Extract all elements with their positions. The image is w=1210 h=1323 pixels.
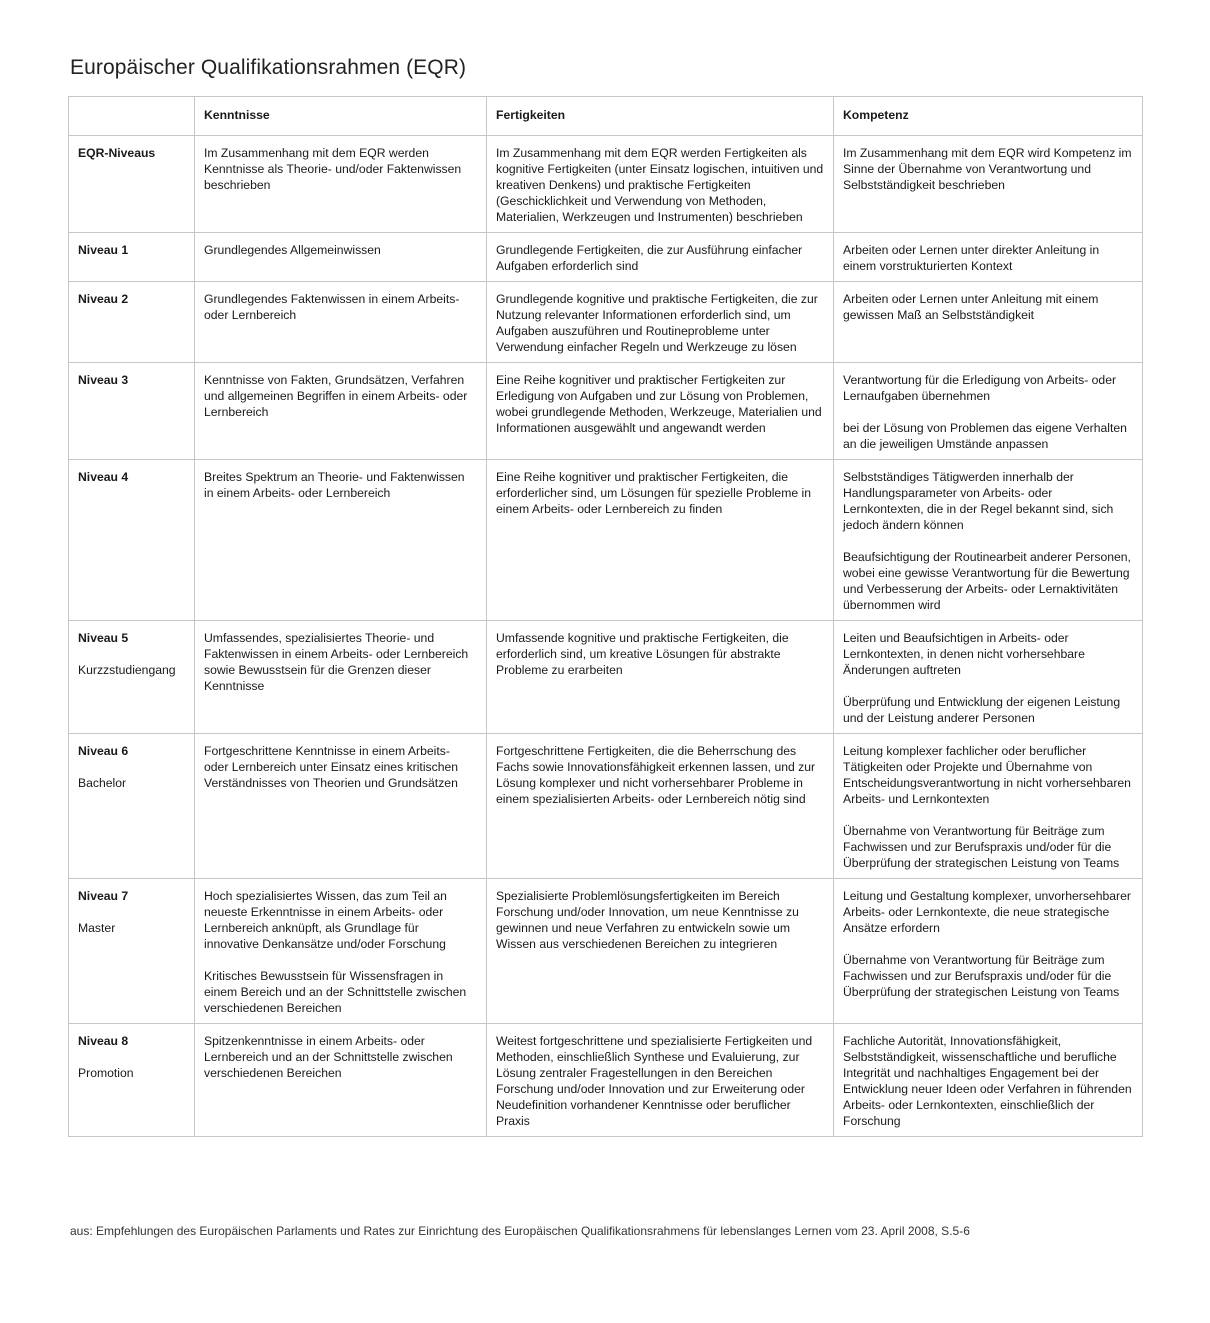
kompetenz-cell bbox=[834, 1024, 1143, 1137]
fertigkeiten-cell bbox=[487, 363, 834, 460]
fertigkeiten-cell bbox=[487, 1024, 834, 1137]
kompetenz-text: Fachliche Autorität, Innovationsfähigkeit, Selbstständigkeit, wissenschaftliche und berufliche Integrität und nachhaltiges Engagement bei der Entwicklung neuer Ideen oder Verfahren in führenden Arbeits- oder Lernkontexten, einschließlich der Forschung bbox=[843, 1034, 1132, 1128]
kenntnisse-cell bbox=[195, 363, 487, 460]
kenntnisse-cell bbox=[195, 282, 487, 363]
level-cell bbox=[69, 233, 195, 282]
level-cell bbox=[69, 460, 195, 621]
source-note: aus: Empfehlungen des Europäischen Parlaments und Rates zur Einrichtung des Europäischen Qualifikationsrahmens für lebenslanges Lernen vom 23. April 2008, S.5-6 bbox=[70, 1224, 970, 1238]
kenntnisse-cell bbox=[195, 233, 487, 282]
fertigkeiten-text: Eine Reihe kognitiver und praktischer Fertigkeiten, die erforderlicher sind, um Lösungen für spezielle Probleme in einem Arbeits- oder Lernbereich zu finden bbox=[496, 470, 812, 516]
level-label: Niveau 6 bbox=[78, 744, 129, 758]
kompetenz-cell bbox=[834, 136, 1143, 233]
table-row bbox=[69, 879, 1143, 1024]
degree-label: Kurzzstudiengang bbox=[78, 663, 176, 677]
fertigkeiten-cell bbox=[487, 734, 834, 879]
page-title: Europäischer Qualifikationsrahmen (EQR) bbox=[70, 56, 467, 79]
table-body bbox=[69, 136, 1143, 1137]
fertigkeiten-text: Grundlegende Fertigkeiten, die zur Ausführung einfacher Aufgaben erforderlich sind bbox=[496, 243, 803, 273]
kompetenz-text: Selbstständiges Tätigwerden innerhalb der Handlungsparameter von Arbeits- oder Lernkontexten, die in der Regel bekannt sind, sich jedoch ändern können bbox=[843, 470, 1114, 532]
kompetenz-text: Leitung und Gestaltung komplexer, unvorhersehbarer Arbeits- oder Lernkontexte, die neue strategische Ansätze erfordern bbox=[843, 889, 1131, 935]
level-cell bbox=[69, 621, 195, 734]
level-cell bbox=[69, 734, 195, 879]
table-row bbox=[69, 734, 1143, 879]
kenntnisse-text: Umfassendes, spezialisiertes Theorie- und Faktenwissen in einem Arbeits- oder Lernbereich sowie Bewusstsein für die Grenzen dieser Kenntnisse bbox=[204, 631, 469, 693]
kompetenz-text: bei der Lösung von Problemen das eigene Verhalten an die jeweiligen Umstände anpassen bbox=[843, 421, 1127, 451]
kompetenz-text: Überprüfung und Entwicklung der eigenen Leistung und der Leistung anderer Personen bbox=[843, 695, 1121, 725]
kompetenz-text: Verantwortung für die Erledigung von Arbeits- oder Lernaufgaben übernehmen bbox=[843, 373, 1117, 403]
kenntnisse-text: Hoch spezialisiertes Wissen, das zum Teil an neueste Erkenntnisse in einem Arbeits- oder Lernbereich anknüpft, als Grundlage für innovative Denkansätze und/oder Forschung bbox=[204, 889, 447, 951]
table-row bbox=[69, 621, 1143, 734]
kenntnisse-cell bbox=[195, 621, 487, 734]
fertigkeiten-text: Im Zusammenhang mit dem EQR werden Fertigkeiten als kognitive Fertigkeiten (unter Einsatz logischen, intuitiven und kreativen Denkens) und praktische Fertigkeiten (Geschicklichkeit und Verwendung von Methoden, Materialien, Werkzeugen und Instrumenten) beschrieben bbox=[496, 146, 824, 224]
kenntnisse-text: Kenntnisse von Fakten, Grundsätzen, Verfahren und allgemeinen Begriffen in einem Arbeits- oder Lernbereich bbox=[204, 373, 468, 419]
table-row bbox=[69, 282, 1143, 363]
kompetenz-text: Im Zusammenhang mit dem EQR wird Kompetenz im Sinne der Übernahme von Verantwortung und Selbstständigkeit beschrieben bbox=[843, 146, 1132, 192]
level-label: Niveau 3 bbox=[78, 373, 129, 387]
degree-label: Master bbox=[78, 921, 116, 935]
kenntnisse-cell bbox=[195, 1024, 487, 1137]
header-fertigkeiten: Fertigkeiten bbox=[487, 97, 834, 136]
kenntnisse-text: Breites Spektrum an Theorie- und Faktenwissen in einem Arbeits- oder Lernbereich bbox=[204, 470, 465, 500]
fertigkeiten-text: Fortgeschrittene Fertigkeiten, die die Beherrschung des Fachs sowie Innovationsfähigkeit erkennen lassen, und zur Lösung komplexer und nicht vorhersehbarer Probleme in einem spezialisierten Arbeits- oder Lernbereich nötig sind bbox=[496, 744, 816, 806]
eqr-table bbox=[68, 96, 1143, 1137]
fertigkeiten-cell bbox=[487, 136, 834, 233]
kompetenz-cell bbox=[834, 233, 1143, 282]
kenntnisse-text: Im Zusammenhang mit dem EQR werden Kenntnisse als Theorie- und/oder Faktenwissen beschrieben bbox=[204, 146, 462, 192]
kompetenz-cell bbox=[834, 363, 1143, 460]
kenntnisse-cell bbox=[195, 879, 487, 1024]
level-cell bbox=[69, 282, 195, 363]
kompetenz-text: Leitung komplexer fachlicher oder beruflicher Tätigkeiten oder Projekte und Übernahme von Entscheidungsverantwortung in nicht vorhersehbaren Arbeits- und Lernkontexten bbox=[843, 744, 1131, 806]
kompetenz-cell bbox=[834, 460, 1143, 621]
kompetenz-cell bbox=[834, 282, 1143, 363]
kenntnisse-text: Fortgeschrittene Kenntnisse in einem Arbeits- oder Lernbereich unter Einsatz eines kritischen Verständnisses von Theorien und Grundsätzen bbox=[204, 744, 459, 790]
fertigkeiten-text: Umfassende kognitive und praktische Fertigkeiten, die erforderlich sind, um kreative Lösungen für abstrakte Probleme zu erarbeiten bbox=[496, 631, 789, 677]
level-label: Niveau 1 bbox=[78, 243, 129, 257]
fertigkeiten-cell bbox=[487, 233, 834, 282]
kompetenz-text: Übernahme von Verantwortung für Beiträge zum Fachwissen und zur Berufspraxis und/oder für die Überprüfung der strategischen Leistung von Teams bbox=[843, 953, 1120, 999]
kompetenz-text: Beaufsichtigung der Routinearbeit anderer Personen, wobei eine gewisse Verantwortung für die Bewertung und Verbesserung der Arbeits- oder Lernaktivitäten übernommen wird bbox=[843, 550, 1131, 612]
degree-label: Bachelor bbox=[78, 776, 127, 790]
table-header-row bbox=[69, 97, 1143, 136]
level-label: Niveau 5 bbox=[78, 631, 129, 645]
degree-label: Promotion bbox=[78, 1066, 134, 1080]
kenntnisse-text: Spitzenkenntnisse in einem Arbeits- oder Lernbereich und an der Schnittstelle zwischen verschiedenen Bereichen bbox=[204, 1034, 453, 1080]
kompetenz-text: Arbeiten oder Lernen unter Anleitung mit einem gewissen Maß an Selbstständigkeit bbox=[843, 292, 1099, 322]
fertigkeiten-cell bbox=[487, 460, 834, 621]
table-row bbox=[69, 136, 1143, 233]
kompetenz-text: Übernahme von Verantwortung für Beiträge zum Fachwissen und zur Berufspraxis und/oder für die Überprüfung der strategischen Leistung von Teams bbox=[843, 824, 1120, 870]
fertigkeiten-text: Spezialisierte Problemlösungsfertigkeiten im Bereich Forschung und/oder Innovation, um neue Kenntnisse zu gewinnen und neue Verfahren zu entwickeln sowie um Wissen aus verschiedenen Bereichen zu integrieren bbox=[496, 889, 799, 951]
table-row bbox=[69, 233, 1143, 282]
level-label: EQR-Niveaus bbox=[78, 146, 156, 160]
kompetenz-text: Arbeiten oder Lernen unter direkter Anleitung in einem vorstrukturierten Kontext bbox=[843, 243, 1100, 273]
level-cell bbox=[69, 136, 195, 233]
kompetenz-cell bbox=[834, 734, 1143, 879]
level-label: Niveau 7 bbox=[78, 889, 129, 903]
table-row bbox=[69, 1024, 1143, 1137]
fertigkeiten-text: Grundlegende kognitive und praktische Fertigkeiten, die zur Nutzung relevanter Informationen erforderlich sind, um Aufgaben auszuführen und Routineprobleme unter Verwendung einfacher Regeln und Werkzeuge zu lösen bbox=[496, 292, 818, 354]
kompetenz-cell bbox=[834, 621, 1143, 734]
level-cell bbox=[69, 1024, 195, 1137]
level-label: Niveau 4 bbox=[78, 470, 129, 484]
header-kenntnisse: Kenntnisse bbox=[195, 97, 487, 136]
fertigkeiten-text: Eine Reihe kognitiver und praktischer Fertigkeiten zur Erledigung von Aufgaben und zur Lösung von Problemen, wobei grundlegende Methoden, Werkzeuge, Materialien und Informationen ausgewählt und angewandt werden bbox=[496, 373, 822, 435]
kenntnisse-text: Grundlegendes Allgemeinwissen bbox=[204, 243, 381, 257]
kenntnisse-cell bbox=[195, 136, 487, 233]
fertigkeiten-cell bbox=[487, 621, 834, 734]
kenntnisse-cell bbox=[195, 460, 487, 621]
table-row bbox=[69, 460, 1143, 621]
table-row bbox=[69, 363, 1143, 460]
fertigkeiten-cell bbox=[487, 879, 834, 1024]
header-empty bbox=[69, 97, 195, 136]
kenntnisse-text: Grundlegendes Faktenwissen in einem Arbeits- oder Lernbereich bbox=[204, 292, 460, 322]
kenntnisse-text: Kritisches Bewusstsein für Wissensfragen in einem Bereich und an der Schnittstelle zwischen verschiedenen Bereichen bbox=[204, 969, 467, 1015]
level-label: Niveau 2 bbox=[78, 292, 129, 306]
level-cell bbox=[69, 879, 195, 1024]
fertigkeiten-cell bbox=[487, 282, 834, 363]
kenntnisse-cell bbox=[195, 734, 487, 879]
kompetenz-text: Leiten und Beaufsichtigen in Arbeits- oder Lernkontexten, in denen nicht vorhersehbare Änderungen auftreten bbox=[843, 631, 1085, 677]
level-cell bbox=[69, 363, 195, 460]
level-label: Niveau 8 bbox=[78, 1034, 129, 1048]
fertigkeiten-text: Weitest fortgeschrittene und spezialisierte Fertigkeiten und Methoden, einschließlich Synthese und Evaluierung, zur Lösung zentraler Fragestellungen in den Bereichen Forschung und/oder Innovation und zur Erweiterung oder Neudefinition vorhandener Kenntnisse oder beruflicher Praxis bbox=[496, 1034, 813, 1128]
header-kompetenz: Kompetenz bbox=[834, 97, 1143, 136]
kompetenz-cell bbox=[834, 879, 1143, 1024]
